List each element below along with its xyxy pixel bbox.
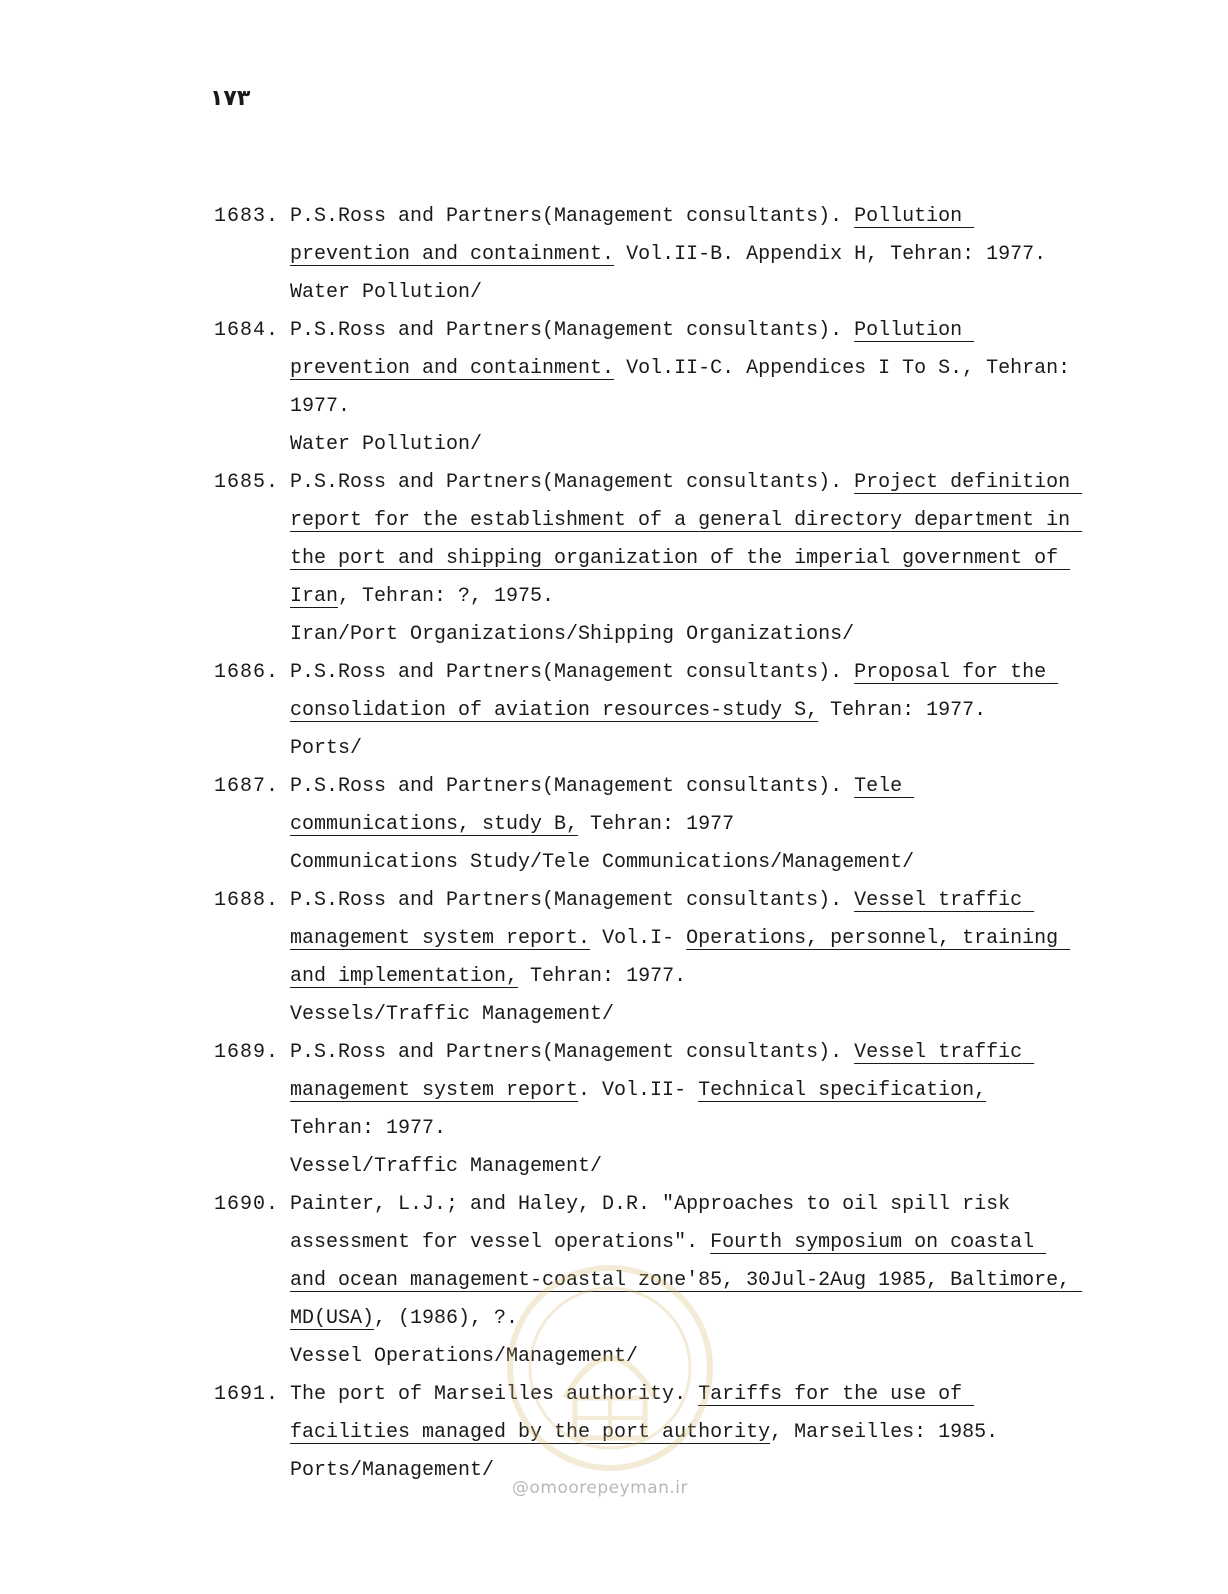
citation-text: , (1986), ?. bbox=[374, 1307, 519, 1330]
bibliography-entry bbox=[214, 198, 1074, 312]
citation-title: Operations, personnel, training and implementation, bbox=[290, 927, 1071, 988]
citation-text: P.S.Ross and Partners(Management consultants). bbox=[290, 889, 855, 912]
citation-text: P.S.Ross and Partners(Management consultants). bbox=[290, 319, 855, 342]
citation-text: The port of Marseilles authority. bbox=[290, 1383, 699, 1406]
entry-subject-keywords: Ports/ bbox=[290, 737, 363, 760]
citation-text: P.S.Ross and Partners(Management consultants). bbox=[290, 775, 855, 798]
citation-title: Proposal for the consolidation of aviation resources-study S, bbox=[290, 661, 1059, 722]
entry-number: 1687. bbox=[214, 775, 280, 798]
entry-subject-keywords: Communications Study/Tele Communications/Management/ bbox=[290, 851, 915, 874]
citation-text: Tehran: 1977. bbox=[290, 1079, 999, 1140]
entry-number: 1686. bbox=[214, 661, 280, 684]
bibliography-entry bbox=[214, 1034, 1074, 1186]
bibliography-list bbox=[214, 198, 1083, 1490]
page-number: ۱۷۳ bbox=[210, 86, 251, 111]
citation-text: P.S.Ross and Partners(Management consultants). bbox=[290, 661, 855, 684]
citation-title: Pollution prevention and containment. bbox=[290, 319, 975, 380]
citation-title: Project definition report for the establishment of a general directory department in the port and shipping organization of the imperial government of Iran bbox=[290, 471, 1083, 608]
entry-citation bbox=[290, 768, 1074, 844]
entry-subject-keywords: Vessel/Traffic Management/ bbox=[290, 1155, 603, 1178]
bibliography-entry bbox=[214, 1186, 1083, 1376]
bibliography-entry bbox=[214, 464, 1083, 654]
citation-title: Vessel traffic management system report bbox=[290, 1041, 1035, 1102]
citation-text: P.S.Ross and Partners(Management consultants). bbox=[290, 205, 855, 228]
entry-subject-keywords: Iran/Port Organizations/Shipping Organizations/ bbox=[290, 623, 855, 646]
entry-citation bbox=[290, 1186, 1083, 1338]
bibliography-entry bbox=[214, 312, 1083, 464]
entry-number: 1685. bbox=[214, 471, 280, 494]
entry-number: 1690. bbox=[214, 1193, 280, 1216]
bibliography-entry bbox=[214, 654, 1074, 768]
citation-text: Painter, L.J.; and Haley, D.R. "Approaches to oil spill risk assessment for vessel operations". bbox=[290, 1193, 1023, 1254]
bibliography-entry bbox=[214, 768, 1074, 882]
entry-citation bbox=[290, 1376, 1074, 1452]
citation-title: Pollution prevention and containment. bbox=[290, 205, 975, 266]
entry-citation bbox=[290, 1034, 1074, 1148]
entry-number: 1688. bbox=[214, 889, 280, 912]
bibliography-entry bbox=[214, 1376, 1074, 1490]
entry-citation bbox=[290, 882, 1074, 996]
citation-text: Tehran: 1977. bbox=[518, 965, 687, 988]
citation-title: Vessel traffic management system report. bbox=[290, 889, 1035, 950]
citation-title: Fourth symposium on coastal and ocean management-coastal zone'85, 30Jul-2Aug 1985, Baltimore, MD(USA) bbox=[290, 1231, 1083, 1330]
entry-citation bbox=[290, 654, 1074, 730]
citation-title: Tariffs for the use of facilities managed by the port authority bbox=[290, 1383, 975, 1444]
entry-citation bbox=[290, 198, 1074, 274]
citation-text: Tehran: 1977. bbox=[818, 699, 987, 722]
entry-citation bbox=[290, 312, 1083, 426]
entry-subject-keywords: Vessel Operations/Management/ bbox=[290, 1345, 639, 1368]
citation-text: Vol.II-C. Appendices I To S., Tehran: 1977. bbox=[290, 357, 1083, 418]
entry-number: 1691. bbox=[214, 1383, 280, 1406]
citation-text: Vol.II-B. Appendix H, Tehran: 1977. bbox=[614, 243, 1047, 266]
entry-number: 1683. bbox=[214, 205, 280, 228]
watermark-site: @omoorepeyman.ir bbox=[512, 1478, 689, 1498]
citation-text: Tehran: 1977 bbox=[578, 813, 735, 836]
citation-title: Tele communications, study B, bbox=[290, 775, 915, 836]
entry-subject-keywords: Ports/Management/ bbox=[290, 1459, 495, 1482]
entry-subject-keywords: Vessels/Traffic Management/ bbox=[290, 1003, 615, 1026]
citation-title: Technical specification, bbox=[698, 1079, 987, 1102]
entry-number: 1689. bbox=[214, 1041, 280, 1064]
bibliography-entry bbox=[214, 882, 1074, 1034]
entry-subject-keywords: Water Pollution/ bbox=[290, 281, 483, 304]
entry-number: 1684. bbox=[214, 319, 280, 342]
citation-text: , Marseilles: 1985. bbox=[770, 1421, 999, 1444]
citation-text: , Tehran: ?, 1975. bbox=[338, 585, 555, 608]
citation-text: . Vol.II- bbox=[578, 1079, 699, 1102]
entry-citation bbox=[290, 464, 1083, 616]
citation-text: P.S.Ross and Partners(Management consultants). bbox=[290, 471, 855, 494]
entry-subject-keywords: Water Pollution/ bbox=[290, 433, 483, 456]
citation-text: Vol.I- bbox=[590, 927, 687, 950]
citation-text: P.S.Ross and Partners(Management consultants). bbox=[290, 1041, 855, 1064]
